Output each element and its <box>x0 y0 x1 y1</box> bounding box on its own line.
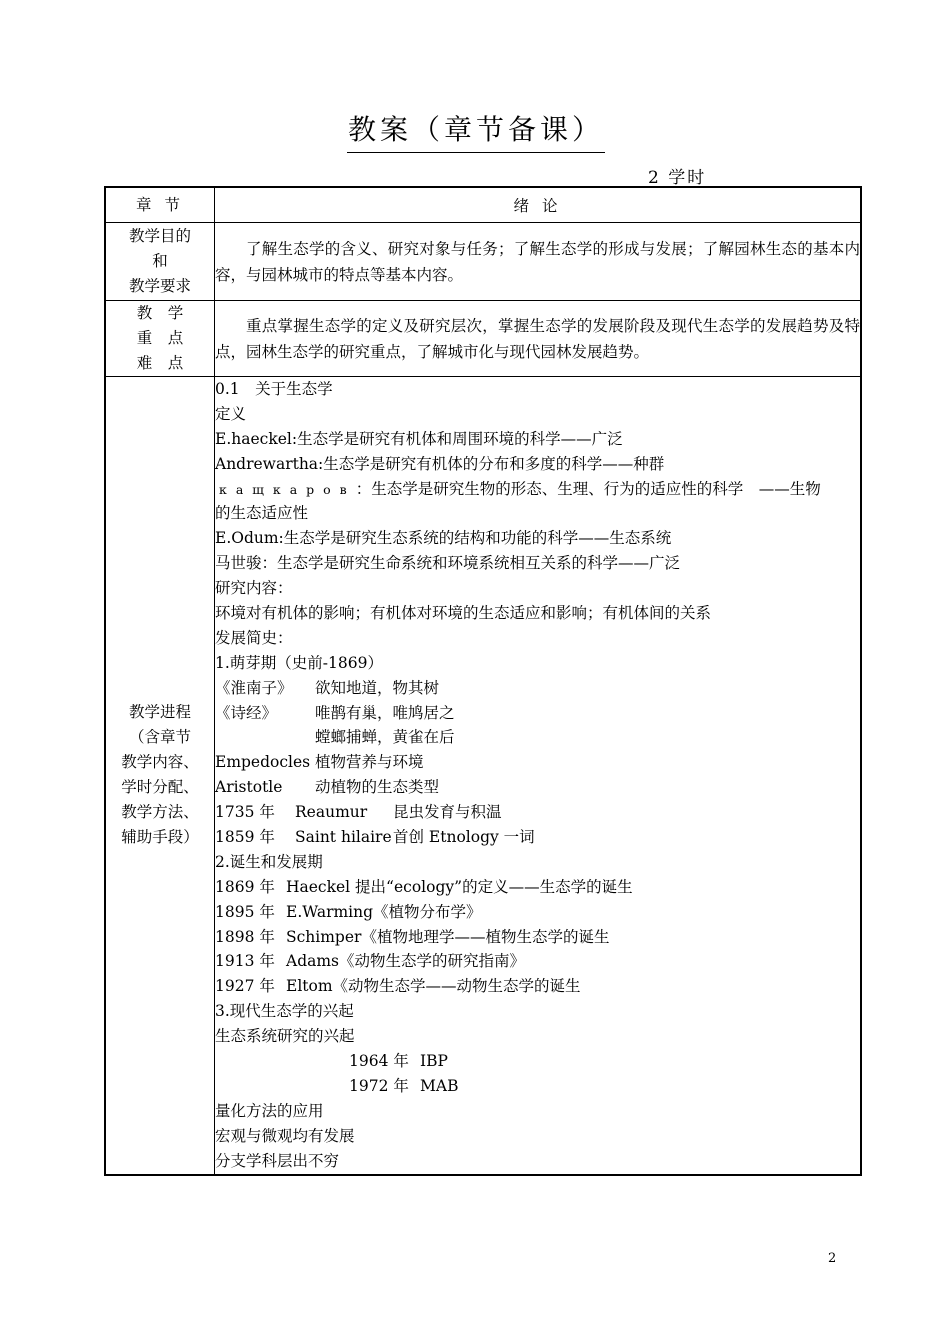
content-line-text: 昆虫发育与积温 <box>393 803 502 822</box>
content-line <box>215 377 860 402</box>
content-line <box>215 775 860 800</box>
key-points-label <box>105 301 215 377</box>
progress-row <box>105 377 861 1175</box>
content-line-text: E.Odum:生态学是研究生态系统的结构和功能的科学——生态系统 <box>215 529 672 548</box>
title-underline <box>347 152 605 153</box>
content-line-text: 0.1 关于生态学 <box>215 380 333 398</box>
content-line-text: MAB <box>420 1076 459 1095</box>
content-line <box>215 1024 860 1049</box>
content-line <box>215 651 860 676</box>
content-line-text: 1927 年 <box>215 977 275 996</box>
content-line-text: 研究内容： <box>215 579 293 598</box>
goals-text: 了解生态学的含义、研究对象与任务；了解生态学的形成与发展；了解园林生态的基本内容，与园林城市的特点等基本内容。 <box>215 223 862 301</box>
progress-label-line: （含章节 <box>128 728 191 747</box>
content-line <box>215 626 860 651</box>
content-line-text: 1964 年 <box>349 1052 409 1071</box>
content-line-text: Empedocles <box>215 753 311 772</box>
content-line-text: 量化方法的应用 <box>215 1101 324 1120</box>
content-line <box>215 800 860 825</box>
content-line <box>215 1149 860 1174</box>
content-line-text: IBP <box>420 1052 448 1071</box>
content-line-text: 3.现代生态学的兴起 <box>215 1002 354 1021</box>
content-line-text: Eltom《动物生态学——动物生态学的诞生 <box>286 977 581 996</box>
content-line-text: ：生态学是研究生物的形态、生理、行为的适应性的科学 ——生物 <box>355 479 821 498</box>
content-line <box>215 601 860 626</box>
chapter-row <box>105 187 861 223</box>
content-line <box>215 974 860 999</box>
key-points-row <box>105 301 861 377</box>
goals-label-line: 教学要求 <box>128 277 191 295</box>
content-line-text: 欲知地道，物其树 <box>315 678 440 697</box>
content-line-text: Schimper《植物地理学——植物生态学的诞生 <box>286 927 610 946</box>
content-line-text: 定义 <box>215 404 247 423</box>
content-line-text: 发展简史： <box>215 628 293 647</box>
content-line <box>215 949 860 974</box>
content-line-text: Saint hilaire <box>295 828 392 847</box>
progress-content <box>215 377 862 1175</box>
content-line-text: 1.萌芽期（史前-1869） <box>215 653 383 672</box>
progress-label-line: 学时分配、 <box>121 778 199 797</box>
content-line <box>215 477 860 502</box>
goals-label-line: 和 <box>152 252 168 270</box>
key-label-line: 教 学 <box>136 304 184 322</box>
class-hours: 2 学时 <box>648 168 707 188</box>
content-line <box>215 551 860 576</box>
content-line-text: 首创 Etnology 一词 <box>393 828 535 847</box>
content-line <box>215 1124 860 1149</box>
content-line-text: 的生态适应性 <box>215 504 309 523</box>
content-line-text: 1913 年 <box>215 952 275 971</box>
content-line <box>215 427 860 452</box>
content-line-text: E.haeckel:生态学是研究有机体和周围环境的科学——广泛 <box>215 429 623 448</box>
content-line-text: 宏观与微观均有发展 <box>215 1126 355 1145</box>
content-line <box>215 900 860 925</box>
content-line <box>215 1049 860 1074</box>
content-line <box>215 452 860 477</box>
content-line-text: 植物营养与环境 <box>315 753 424 772</box>
key-label-line: 重 点 <box>136 329 184 347</box>
content-line <box>215 701 860 726</box>
content-line-text: 2.诞生和发展期 <box>215 852 323 871</box>
progress-label-line: 辅助手段） <box>121 828 199 847</box>
content-line-text: 1898 年 <box>215 927 275 946</box>
goals-label <box>105 223 215 301</box>
content-line-text: 1895 年 <box>215 902 275 921</box>
progress-label-line: 教学进程 <box>128 703 191 722</box>
goals-row <box>105 223 861 301</box>
content-line-text: E.Warming《植物分布学》 <box>286 902 482 921</box>
content-line-text: 1869 年 <box>215 877 275 896</box>
content-line-text: кащкаров <box>219 481 356 497</box>
content-line <box>215 1074 860 1099</box>
content-line <box>215 676 860 701</box>
key-points-text: 重点掌握生态学的定义及研究层次，掌握生态学的发展阶段及现代生态学的发展趋势及特点，园林生态学的研究重点，了解城市化与现代园林发展趋势。 <box>215 301 862 377</box>
content-line <box>215 725 860 750</box>
content-line <box>215 526 860 551</box>
content-line-text: 1735 年 <box>215 803 275 822</box>
chapter-label: 章 节 <box>105 187 215 223</box>
content-line <box>215 750 860 775</box>
content-line-text: 1859 年 <box>215 828 275 847</box>
content-line-text: Reaumur <box>295 803 368 822</box>
content-line-text: Aristotle <box>215 778 283 797</box>
chapter-value: 绪 论 <box>215 187 862 223</box>
page-number: 2 <box>828 1251 837 1266</box>
content-line-text: 马世骏：生态学是研究生命系统和环境系统相互关系的科学——广泛 <box>215 554 681 573</box>
content-line <box>215 925 860 950</box>
content-line-text: 1972 年 <box>349 1076 409 1095</box>
content-line-text: 动植物的生态类型 <box>315 778 440 797</box>
content-line-text: 唯鹊有巢，唯鸠居之 <box>315 703 455 722</box>
content-line <box>215 875 860 900</box>
content-line <box>215 501 860 526</box>
content-line <box>215 999 860 1024</box>
lesson-plan-table <box>104 186 862 1176</box>
content-line-text: Andrewartha:生态学是研究有机体的分布和多度的科学——种群 <box>215 454 665 473</box>
content-line <box>215 1099 860 1124</box>
content-line-text: Adams《动物生态学的研究指南》 <box>286 952 526 971</box>
key-label-line: 难 点 <box>136 354 184 372</box>
content-line <box>215 402 860 427</box>
content-line <box>215 825 860 850</box>
progress-label-line: 教学内容、 <box>121 753 199 772</box>
content-line-text: 环境对有机体的影响；有机体对环境的生态适应和影响；有机体间的关系 <box>215 604 712 623</box>
content-line <box>215 576 860 601</box>
progress-label-line: 教学方法、 <box>121 803 199 822</box>
content-line <box>215 850 860 875</box>
content-line-text: 《诗经》 <box>215 703 278 722</box>
goals-label-line: 教学目的 <box>128 227 191 245</box>
progress-label <box>105 377 215 1175</box>
content-line-text: 《淮南子》 <box>215 678 293 697</box>
content-line-text: 螳螂捕蝉，黄雀在后 <box>315 728 455 747</box>
content-line-text: 分支学科层出不穷 <box>215 1151 340 1170</box>
page-title: 教案（章节备课） <box>347 113 604 146</box>
content-line-text: Haeckel 提出“ecology”的定义——生态学的诞生 <box>286 877 633 896</box>
content-line-text: 生态系统研究的兴起 <box>215 1027 355 1046</box>
